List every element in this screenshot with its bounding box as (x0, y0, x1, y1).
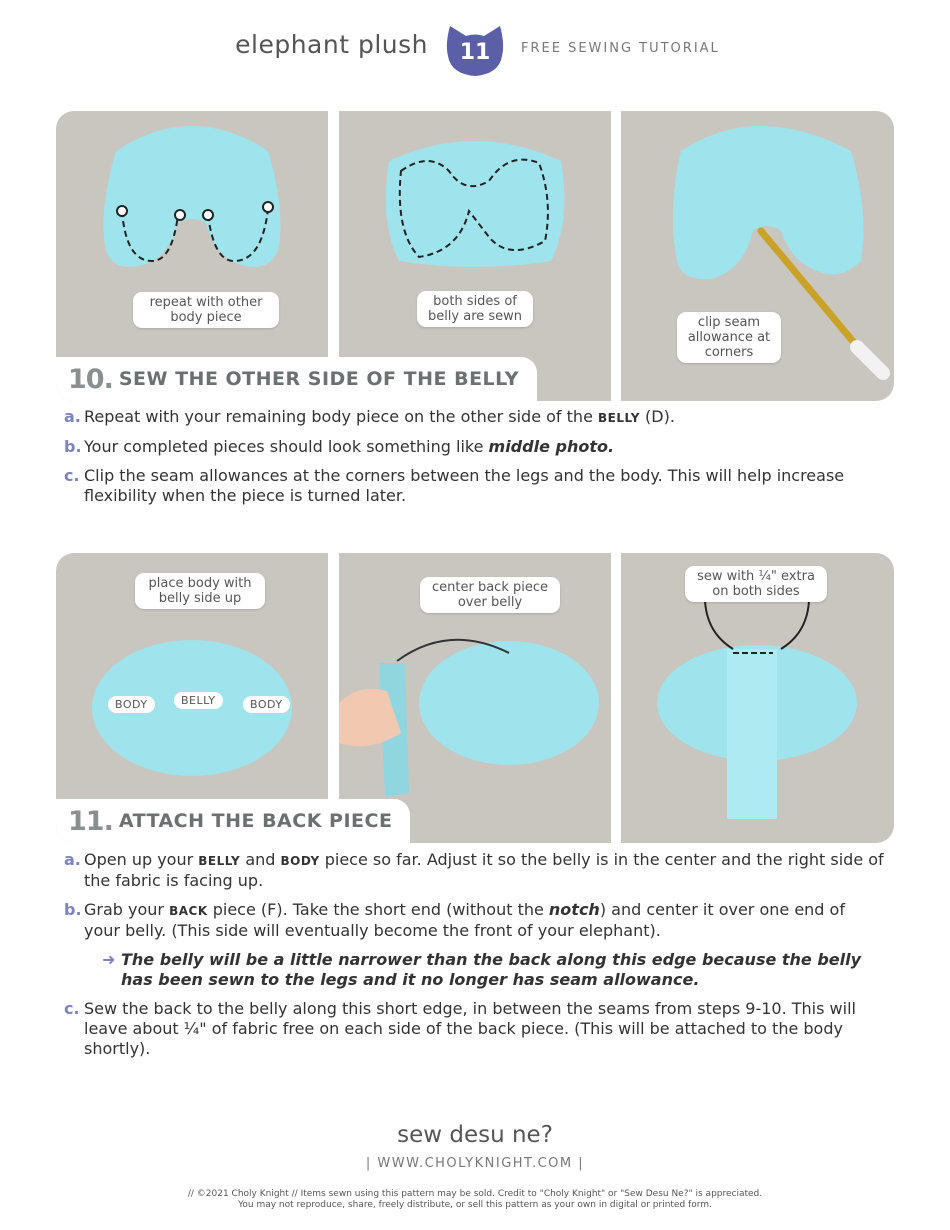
step-title: SEW THE OTHER SIDE OF THE BELLY (118, 368, 520, 390)
piece-tag: BODY (108, 696, 155, 713)
item-text: piece (F). Take the short end (without the (207, 900, 549, 919)
step11-heading (56, 799, 410, 843)
photo-label: repeat with other body piece (133, 292, 279, 328)
photo-label: place body with belly side up (135, 573, 265, 609)
piece-tag: BODY (243, 696, 290, 713)
item-letter: b. (64, 437, 82, 456)
item-letter: a. (64, 850, 81, 869)
item-letter: c. (64, 466, 80, 485)
item-letter: b. (64, 900, 82, 919)
item-text: piece so far. Adjust it so the belly is in the center and the right side of the fabric is facing up. (84, 850, 884, 890)
legal-line: // ©2021 Choly Knight // Items sewn using this pattern may be sold. Credit to "Choly Knight" or "Sew Desu Ne?" is appreciated. (187, 1189, 763, 1199)
page-number: 11 (459, 40, 491, 65)
photo-label: both sides of belly are sewn (417, 291, 533, 327)
item-text: (D). (639, 407, 675, 426)
step11-photo-strip (56, 553, 894, 843)
instruction-item (64, 407, 884, 428)
arrow-right-icon: ➜ (102, 950, 116, 969)
step11-instructions (64, 850, 884, 1068)
page-header (0, 22, 950, 82)
photo-sew-extra (621, 553, 894, 843)
item-text: Grab your (84, 900, 170, 919)
note-text: The belly will be a little narrower than the back along this edge because the belly has been sewn to the legs and it no longer has seam allowance. (121, 950, 862, 989)
item-text: and (240, 850, 281, 869)
item-emphasis: middle photo. (488, 437, 615, 456)
item-text: Open up your (84, 850, 199, 869)
instruction-item (64, 850, 884, 891)
item-text: Your completed pieces should look something like (84, 437, 489, 456)
step10-photo-strip (56, 111, 894, 401)
instruction-item (64, 437, 884, 457)
photo-label: sew with ¼" extra on both sides (685, 566, 827, 602)
step-number: 10. (68, 363, 113, 395)
item-piece-name: BELLY (598, 411, 640, 425)
item-piece-name: BACK (169, 904, 208, 918)
item-text: ) and center it over one end of your belly. (This side will eventually become the front of your elephant). (84, 900, 845, 940)
item-text: Clip the seam allowances at the corners between the legs and the body. This will help increase flexibility when the piece is turned later. (84, 466, 845, 505)
item-letter: a. (64, 407, 81, 426)
step10-heading (56, 357, 537, 401)
item-letter: c. (64, 999, 80, 1018)
photo-clip-corners (621, 111, 894, 401)
instruction-item (64, 999, 884, 1059)
footer-legal (0, 1189, 950, 1211)
photo-label: clip seam allowance at corners (677, 312, 781, 363)
item-text: Sew the back to the belly along this short edge, in between the seams from steps 9-10. This will leave about ¼" of fabric free on each side of the back piece. (This will be attached to the body shortly). (84, 999, 856, 1058)
item-text: Repeat with your remaining body piece on the other side of the (84, 407, 598, 426)
item-piece-name: BODY (280, 854, 320, 868)
piece-tag: BELLY (174, 692, 223, 709)
footer-brand: sew desu ne? (397, 1122, 553, 1148)
item-emphasis: notch (548, 900, 600, 919)
instruction-item (64, 900, 884, 941)
instruction-note (64, 950, 884, 990)
item-piece-name: BELLY (198, 854, 241, 868)
footer-url[interactable]: | WWW.CHOLYKNIGHT.COM | (365, 1156, 585, 1171)
pattern-title: elephant plush (235, 30, 428, 59)
step-number: 11. (68, 805, 113, 837)
photo-label: center back piece over belly (420, 577, 560, 613)
step-title: ATTACH THE BACK PIECE (118, 810, 393, 832)
legal-line: You may not reproduce, share, freely distribute, or sell this pattern as your own in digital or printed form. (238, 1200, 712, 1210)
instruction-item (64, 466, 884, 506)
page-subtitle: FREE SEWING TUTORIAL (521, 41, 720, 56)
step10-instructions (64, 407, 884, 515)
